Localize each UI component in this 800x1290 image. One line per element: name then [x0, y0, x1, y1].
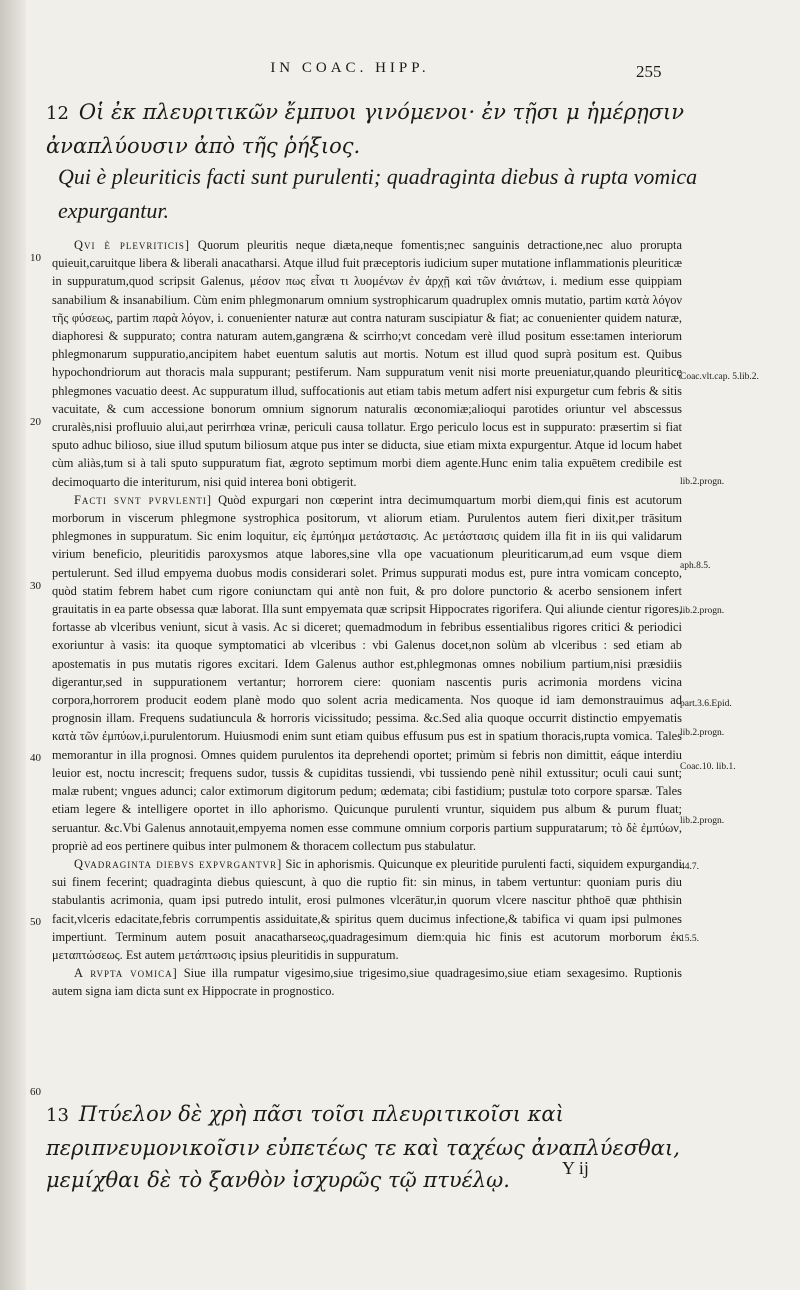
- commentary-text: Quorum pleuritis neque diæta,neque fomentis;nec sanguinis detractione,nec aluo prorupta quieuit,caruitque libera & liberali anacatharsi. Atque illud fuit præceptoris iudicium super mutatione inflammationis pleuriticæ in suppuratum,quod scripsit Galenus, μέσον πως εἶναι τι λυομένων ἐν ἀρχῇ καὶ τῶν ἀνιάτων, i. medium esse quippiam sanabilium & insanabilium. Cùm enim phlegmonarum omnium systrophicarum quadruplex omnis mutatio, partim κατὰ λόγον τῆς φύσεως, partim παρὰ λόγον, i. conuenienter naturæ aut contra naturam suscipiatur & fiat; ac conuenienter quidem naturæ, diaphoresi & suppurato; contra naturam autem,gangræna & scirrho;vt concedam verè illud positum esse:tamen interiorum phlegmonarum suppuratio,ancipitem habet euentum salutis aut mortis. Notum est illud quod suprà positum est. Quibus hypochondriorum aut thoracis mala suppurant; pestiferum. Nam suppuratum venit nisi morte preueniatur,quando pleuriticę phlegmones vacuatio deest. Ac suppuratum illud, suffocationis aut etiam tabis metum adfert nisi expurgetur cum febris & sitis vacuitate, & cum accessione bonorum omnium signorum naturalis œconomiæ;alioqui parotides oriuntur vel abscessus cruralès,nisi profluuio alui,aut perirrhœa vrinæ, periculi causa tollatur. Ergo periculo locus est in suppurato: præsertim si fiat sputo adhuc bilioso, siue illud sputum biliosum atque pus inter se diducta, siue etiam mixta expurgentur. Atque id locum habet cùm aliàs,tum si à tali sputo suppuratum fiat, ægroto septimum morbi diem agente.Hunc enim talia expuētem credibile est decimoquarto die interiturum, nisi quid interea boni obtigerit.: [52, 238, 682, 489]
- commentary-paragraph: [52, 964, 682, 1000]
- lemma: Facti svnt pvrvlenti]: [74, 492, 213, 507]
- margin-note: lib.2.progn.: [680, 477, 725, 487]
- running-title: IN COAC. HIPP.: [270, 60, 430, 76]
- lemma: Qvadraginta diebvs expvrgantvr]: [74, 856, 283, 871]
- lemma: Qvi è plevriticis]: [74, 238, 190, 252]
- latin-translation: Qui è pleuriticis facti sunt purulenti; quadraginta diebus à rupta vomica expurgantur.: [58, 164, 698, 223]
- line-number: 50: [30, 916, 41, 928]
- commentary-text: Siue illa rumpatur vigesimo,siue trigesimo,siue quadragesimo,siue etiam sexagesimo. Ruptionis autem signa iam dicta sunt ex Hippocrate in prognostico.: [52, 966, 682, 999]
- greek-text: Οἱ ἐκ πλευριτικῶν ἔμπυοι γινόμενοι· ἐν τῇσι μ ἡμέρῃσιν ἀναπλύουσιν ἀπὸ τῆς ῥήξιος.: [46, 100, 685, 158]
- commentary-block: [52, 236, 682, 1001]
- margin-note: lib.2.progn.: [680, 728, 725, 738]
- margin-note: 44.7.: [680, 862, 699, 872]
- commentary-text: Sic in aphorismis. Quicunque ex pleuritide purulenti facti, siquidem expurgandi sui finem fecerint; quadraginta diebus quiescunt, à quo die ruptio fit: sin minus, in tabem vertuntur: quoniam puris diu stabulantis acrimonia, quam ipsi putredo intulit, erosi pulmones vlcerātur,in quorum vlcere nascitur phthoē quæ phthisin facit,vlceris edacitate,febris corrumpentis assiduitate,& spiritus quem ducimus infectione,& tabifica vi quam ipsi pulmones impertiunt. Terminum autem posuit anacatharseως,quadragesimum diem:quia hic finis est acutorum morborum ἐκ μεταπτώσεως. Est autem μετάπτωσις ipsius pleuritidis in suppuratum.: [52, 856, 682, 962]
- margin-note: part.3.6.Epid.: [680, 699, 732, 709]
- margin-note: lib.2.progn.: [680, 606, 725, 616]
- margin-note: lib.2.progn.: [680, 816, 725, 826]
- page-number: 255: [636, 62, 662, 81]
- line-number: 20: [30, 416, 41, 428]
- line-number: 60: [30, 1086, 41, 1098]
- margin-note: Coac.10. lib.1.: [680, 762, 736, 772]
- line-number: 40: [30, 752, 41, 764]
- greek-text: Πτύελον δὲ χρὴ πᾶσι τοῖσι πλευριτικοῖσι καὶ περιπνευμονικοῖσιν εὐπετέως τε καὶ ταχέως ἀναπλύεσθαι, μεμίχθαι δὲ τὸ ξανθὸν ἰσχυρῶς τῷ πτυέλῳ.: [46, 1102, 680, 1192]
- signature-mark: Y ij: [562, 1158, 589, 1178]
- commentary-paragraph: [52, 236, 682, 491]
- commentary-paragraph: [52, 491, 682, 855]
- greek-aphorism-12: [46, 96, 696, 162]
- commentary-text: Quòd expurgari non cœperint intra decimumquartum morbi diem,qui finis est acutorum morborum in viscerum phlegmone systrophica positorum, vt aliorum etiam. Purulentos autem fieri dixit,per trāsitum phlegmones in suppuratum. Sic enim loquitur, εἰς ἐμπύημα μετάστασις. Ac μετάστασις quidem illa fit in iis qui validarum virium beneficio, pleuritidis paroxysmos atque labores,sine vlla ope vacuationum pleuriticarum,ad eum vsque diem pertulerunt. Sed illud empyema duobus modis considerari solet. Primus suppurati modus est, pure intra vomicam concepto, quòd statim febrem habet cum rigore coniunctam qui antè non fuit, & pro dolore punctorio & acerbo sensionem infert grauitatis in ea parte obsessa quæ laborat. Illa sunt empyemata quæ scripsit Hippocrates rigorifera. Qui aliunde cientur rigores, fortasse ab vlceribus veniunt, sicut à vasis. Ac si diceret; quemadmodum in febribus essentialibus rigores critici & periodici exoriuntur à vasis: ita quoque symptomatici ab vlceribus : vbi Galenus docet,non solùm ab vlceribus : sed etiam ab apostematis in pus mutatis rigores excitari. Idem Galenus author est,phlegmonas omnes nobilium partium,nisi præsidiis digerantur,sed in suppurationem vertantur; horrorem ciere: quoniam nascentis puris acrimonia mordens vicina corpora,horrorem producit eodem planè modo quo solent acria medicamenta. Nos quoque id iam demonstrauimus ad prognosin illam. Frequens sudatiuncula & horroris vicissitudo; pessima. &c.Sed alia quoque occurrit distinctio empyematis κατὰ τῶν ἐμπύων,i.purulentorum. Huiusmodi enim sunt etiam quibus effusum pus est in spatium thoracis,rupta vomica. Tales memorantur in illa prognosi. Omnes quidem purulentos ita deprehendi oportet; primùm si febris non dimittit, eáque interdiu leuior est, noctu increscit; frequens sudor, tussis & cupiditas tussiendi, vbi tussiendo penè nihil extussitur; oculi caui sunt; malæ rubent; vngues adunci; calor extimorum digitorum pedum; œdemata; cibi fastidium; pustulæ toto corpore sparsæ. Tales etiam legere & intelligere oportet in illo aphorismo. Quicunque purulenti vruntur, siquidem pus album & purum fluat; seruantur. &c.Vbi Galenus annotauit,empyema nomen esse commune omnium corporis partium suppuratarum; τὸ δὲ ἐμπύων, propriè ad eos pertinere quibus inter pulmonem & thoracem collectum pus stabulatur.: [52, 492, 682, 853]
- margin-note: aph.8.5.: [680, 561, 711, 571]
- line-number: 10: [30, 252, 41, 264]
- margin-note: 15.5.: [680, 934, 699, 944]
- page-gutter-shadow: [0, 0, 26, 1290]
- entry-number: 12: [46, 103, 69, 124]
- greek-aphorism-13: [46, 1098, 696, 1196]
- lemma: A rvpta vomica]: [74, 966, 178, 981]
- line-number: 30: [30, 580, 41, 592]
- margin-note: Coac.vlt.cap. 5.lib.2.: [680, 372, 759, 382]
- entry-number: 13: [46, 1105, 69, 1126]
- commentary-paragraph: [52, 855, 682, 964]
